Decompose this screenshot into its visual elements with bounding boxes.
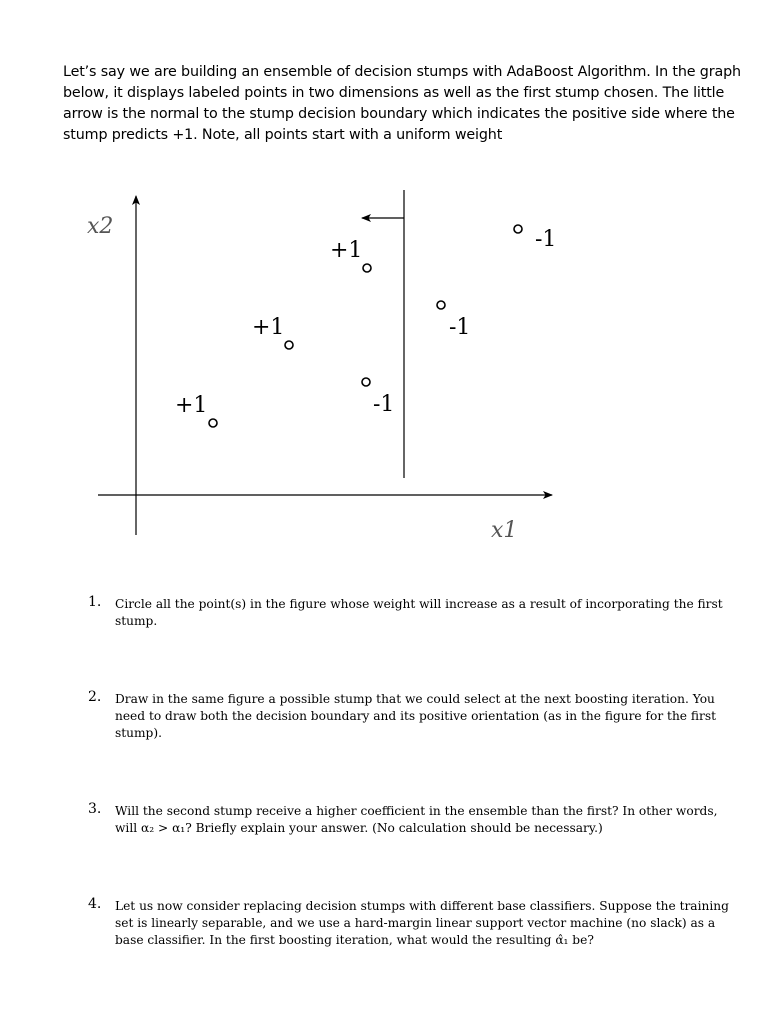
question-text: Draw in the same figure a possible stump that we could select at the next boosting iteration. You need to draw both the decision boundary and its positive orientation (as in the figure for the first stump). [115,692,716,740]
question-number: 1. [88,594,102,610]
question-3 [88,803,738,837]
question-2 [88,691,738,742]
data-point [362,378,394,417]
data-point [514,225,556,252]
y-axis-label [87,214,113,239]
point-marker [209,419,217,427]
x-axis-label [491,518,517,543]
data-point [175,393,217,427]
question-4 [88,898,738,949]
point-label: -1 [373,392,395,417]
point-marker [437,301,445,309]
point-label: -1 [535,227,557,252]
question-number: 4. [88,896,102,912]
problem-intro: Let’s say we are building an ensemble of decision stumps with AdaBoost Algorithm. In the graph below, it displays labeled points in two dimensions as well as the first stump chosen. The little arrow is the normal to the stump decision boundary which indicates the positive side where the stump predicts +1. Note, all points start with a uniform weight [63,64,741,143]
question-number: 2. [88,689,102,705]
x-axis-label-text: x1 [491,518,518,543]
question-text: Will the second stump receive a higher coefficient in the ensemble than the first? In other words, will α₂ > α₁? Briefly explain your answer. (No calculation should be necessary.) [115,804,718,835]
point-marker [363,264,371,272]
data-point [330,238,371,272]
point-marker [362,378,370,386]
question-number: 3. [88,801,102,817]
point-label: -1 [449,315,471,340]
question-1 [88,596,738,630]
data-point [437,301,470,340]
point-marker [514,225,522,233]
point-label: +1 [330,238,363,263]
point-marker [285,341,293,349]
data-point [252,315,293,349]
point-label: +1 [252,315,285,340]
question-text: Let us now consider replacing decision stumps with different base classifiers. Suppose the training set is linearly separable, and we use a hard-margin linear support vector machine (no slack) as a base classifier. In the first boosting iteration, what would the resulting α̂₁ be? [115,899,729,947]
question-text: Circle all the point(s) in the figure whose weight will increase as a result of incorporating the first stump. [115,597,723,628]
y-axis-label-text: x2 [87,214,114,239]
point-label: +1 [175,393,208,418]
